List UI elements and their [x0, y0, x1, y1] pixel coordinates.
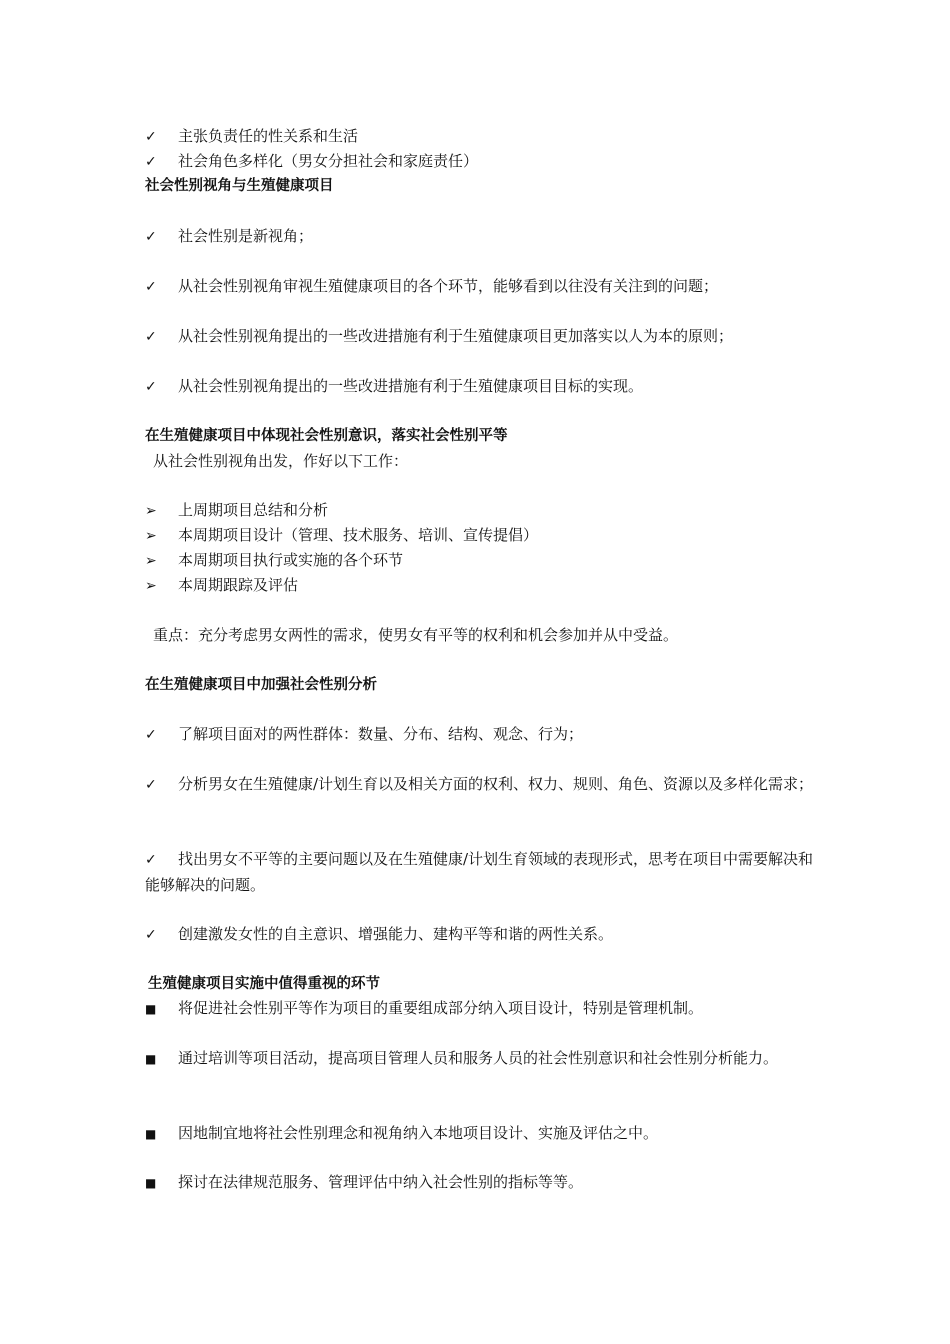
section-heading: 在生殖健康项目中加强社会性别分析 [145, 677, 377, 693]
list-item [145, 996, 815, 1022]
section-heading: 在生殖健康项目中体现社会性别意识，落实社会性别平等 [145, 428, 508, 444]
list-item [145, 722, 815, 748]
list-item-text: 分析男女在生殖健康/计划生育以及相关方面的权利、权力、规则、角色、资源以及多样化需求； [178, 775, 814, 793]
list-item-text: 本周期跟踪及评估 [178, 576, 299, 594]
emphasis-paragraph: 重点：充分考虑男女两性的需求，使男女有平等的权利和机会参加并从中受益。 [153, 626, 679, 644]
list-item [145, 1046, 815, 1072]
list-item-text: 了解项目面对的两性群体：数量、分布、结构、观念、行为； [178, 725, 584, 743]
check-icon: ✓ [145, 379, 157, 395]
list-item [145, 548, 815, 574]
list-item [145, 149, 815, 175]
list-item-text: 因地制宜地将社会性别理念和视角纳入本地项目设计、实施及评估之中。 [178, 1124, 659, 1142]
arrow-icon: ➢ [145, 553, 157, 569]
list-item-text: 社会性别是新视角； [178, 227, 314, 245]
list-item-text: 社会角色多样化（男女分担社会和家庭责任） [178, 152, 479, 170]
list-item-text: 创建激发女性的自主意识、增强能力、建构平等和谐的两性关系。 [178, 925, 614, 943]
check-icon: ✓ [145, 777, 157, 793]
list-item-text: 通过培训等项目活动，提高项目管理人员和服务人员的社会性别意识和社会性别分析能力。 [178, 1049, 779, 1067]
list-item-text: 找出男女不平等的主要问题以及在生殖健康/计划生育领域的表现形式，思考在项目中需要解决和能够解决的问题。 [145, 850, 814, 894]
arrow-icon: ➢ [145, 528, 157, 544]
check-icon: ✓ [145, 229, 157, 245]
list-item [145, 573, 815, 599]
check-icon: ✓ [145, 727, 157, 743]
list-item-text: 从社会性别视角提出的一些改进措施有利于生殖健康项目目标的实现。 [178, 377, 644, 395]
check-icon: ✓ [145, 927, 157, 943]
check-icon: ✓ [145, 279, 157, 295]
list-item [145, 523, 815, 549]
list-item [145, 772, 815, 798]
list-item-text: 探讨在法律规范服务、管理评估中纳入社会性别的指标等等。 [178, 1173, 584, 1191]
list-item [145, 224, 815, 250]
section-heading: 社会性别视角与生殖健康项目 [145, 178, 334, 194]
list-item [145, 324, 815, 350]
section-intro: 从社会性别视角出发，作好以下工作： [153, 452, 409, 470]
list-item [145, 498, 815, 524]
list-item-text: 上周期项目总结和分析 [178, 501, 329, 519]
list-item-text: 从社会性别视角审视生殖健康项目的各个环节，能够看到以往没有关注到的问题； [178, 277, 719, 295]
list-item [145, 922, 815, 948]
list-item [145, 847, 815, 898]
list-item-text: 从社会性别视角提出的一些改进措施有利于生殖健康项目更加落实以人为本的原则； [178, 327, 734, 345]
list-item [145, 1170, 815, 1196]
section-heading: 生殖健康项目实施中值得重视的环节 [148, 976, 380, 992]
list-item [145, 124, 815, 150]
list-item [145, 374, 815, 400]
list-item-text: 本周期项目设计（管理、技术服务、培训、宣传提倡） [178, 526, 539, 544]
square-bullet-icon: ■ [145, 1127, 157, 1141]
check-icon: ✓ [145, 852, 157, 868]
list-item-text: 将促进社会性别平等作为项目的重要组成部分纳入项目设计，特别是管理机制。 [178, 999, 704, 1017]
list-item [145, 1121, 815, 1147]
check-icon: ✓ [145, 154, 157, 170]
check-icon: ✓ [145, 329, 157, 345]
arrow-icon: ➢ [145, 578, 157, 594]
square-bullet-icon: ■ [145, 1176, 157, 1190]
square-bullet-icon: ■ [145, 1002, 157, 1016]
square-bullet-icon: ■ [145, 1052, 157, 1066]
list-item-text: 本周期项目执行或实施的各个环节 [178, 551, 404, 569]
arrow-icon: ➢ [145, 503, 157, 519]
list-item [145, 274, 815, 300]
check-icon: ✓ [145, 129, 157, 145]
list-item-text: 主张负责任的性关系和生活 [178, 127, 359, 145]
